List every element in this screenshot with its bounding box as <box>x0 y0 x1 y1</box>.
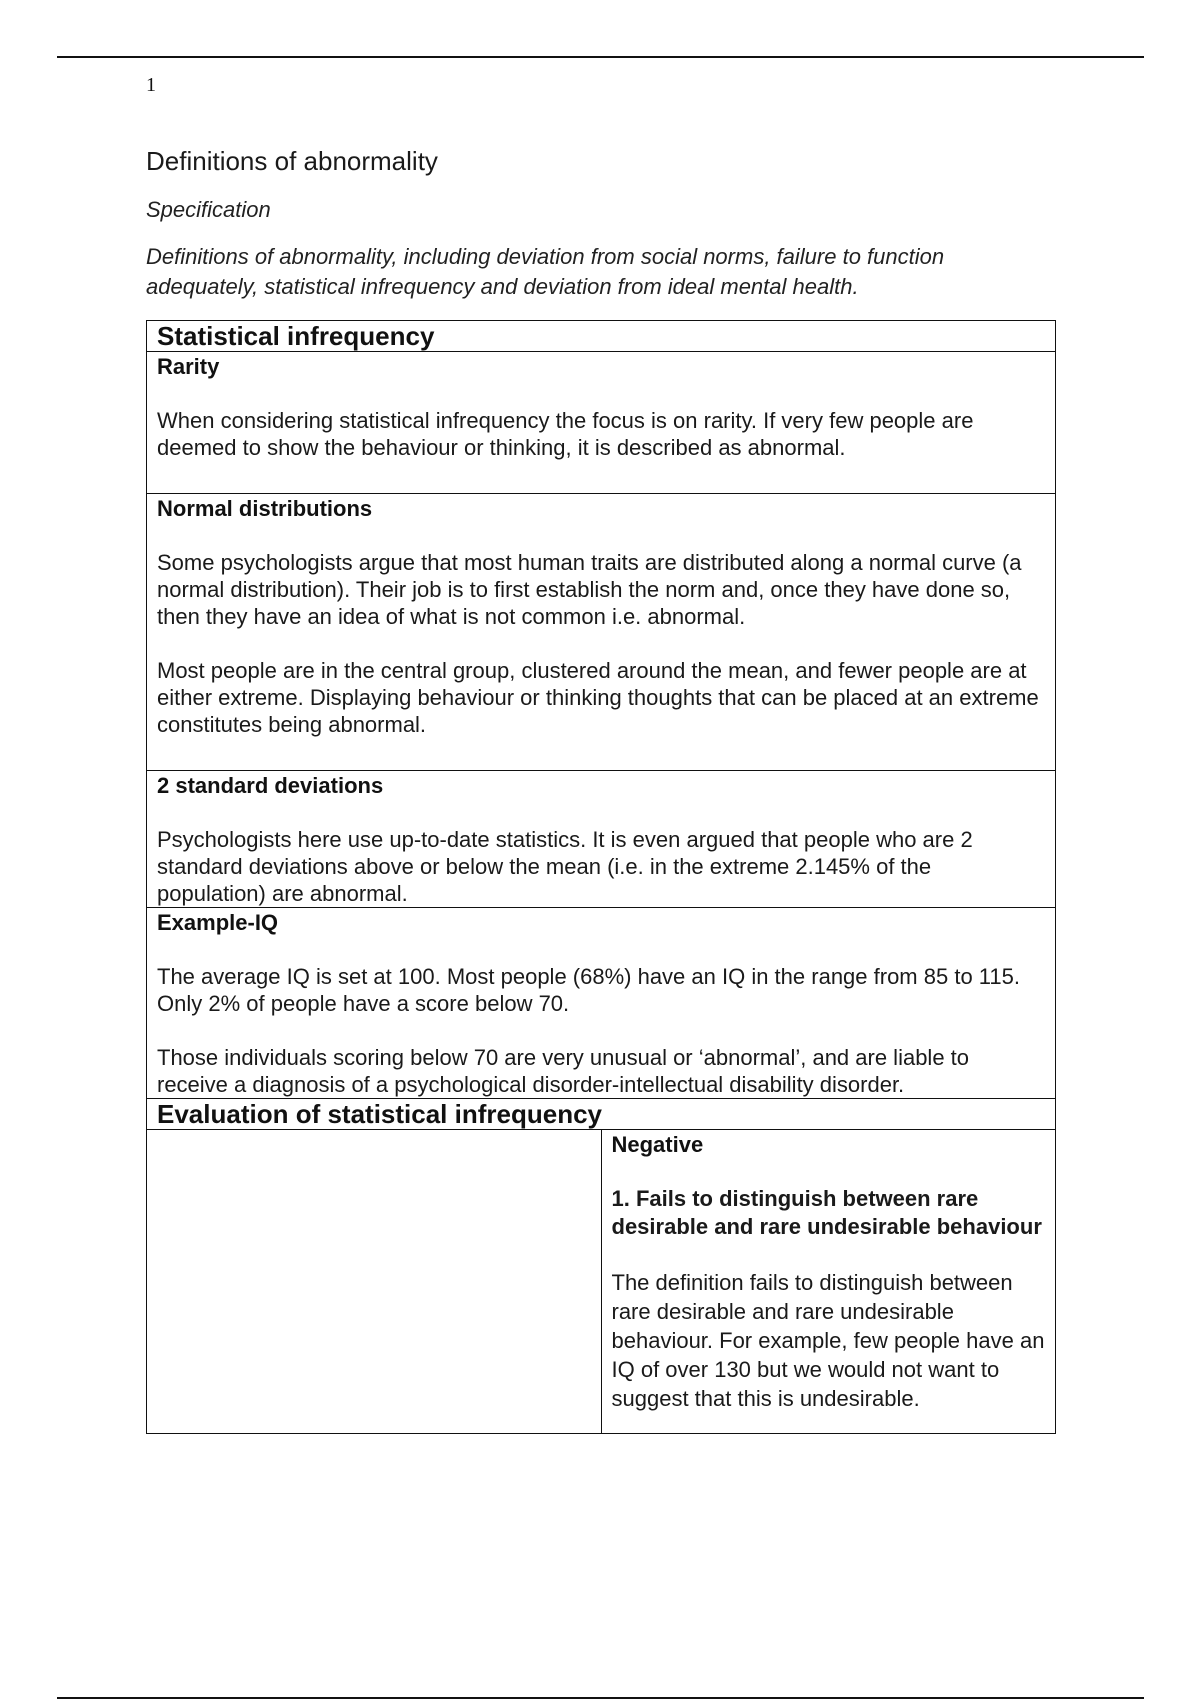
table-row <box>147 771 1056 908</box>
section-heading-cell <box>147 321 1056 352</box>
normal-distributions-body-1: Some psychologists argue that most human traits are distributed along a normal curve (a normal distribution). Their job is to first establish the norm and, once they have done so, then they have an idea of what is not common i.e. abnormal. <box>157 550 1022 629</box>
standard-deviations-heading: 2 standard deviations <box>157 773 384 798</box>
example-iq-body-2: Those individuals scoring below 70 are very unusual or ‘abnormal’, and are liable to receive a diagnosis of a psychological disorder-intellectual disability disorder. <box>157 1045 970 1097</box>
table-row <box>147 352 1056 494</box>
negative-cell <box>601 1130 1056 1434</box>
page-number: 1 <box>146 74 156 96</box>
specification-label: Specification <box>146 197 271 222</box>
content-table <box>146 320 1056 1434</box>
table-row <box>147 1099 1056 1130</box>
negative-label: Negative <box>611 1132 704 1157</box>
rarity-heading: Rarity <box>157 354 220 379</box>
negative-point-body: The definition fails to distinguish between rare desirable and rare undesirable behaviour. For example, few people have an IQ of over 130 but we would not want to suggest that this is undesirable. <box>611 1270 1045 1411</box>
table-row <box>147 1130 1056 1434</box>
positive-cell <box>147 1130 602 1434</box>
evaluation-heading: Evaluation of statistical infrequency <box>157 1099 602 1129</box>
standard-deviations-cell <box>147 771 1056 908</box>
rarity-body: When considering statistical infrequency the focus is on rarity. If very few people are deemed to show the behaviour or thinking, it is described as abnormal. <box>157 408 974 460</box>
footer-rule <box>57 1697 1144 1699</box>
page-title: Definitions of abnormality <box>146 146 438 176</box>
normal-distributions-heading: Normal distributions <box>157 496 373 521</box>
table-row <box>147 321 1056 352</box>
normal-distributions-cell <box>147 494 1056 771</box>
example-iq-heading: Example-IQ <box>157 910 279 935</box>
evaluation-heading-cell <box>147 1099 1056 1130</box>
table-row <box>147 494 1056 771</box>
section-heading: Statistical infrequency <box>157 321 435 351</box>
table-row <box>147 908 1056 1099</box>
specification-text: Definitions of abnormality, including deviation from social norms, failure to function adequately, statistical infrequency and deviation from ideal mental health. <box>146 244 945 299</box>
rarity-cell <box>147 352 1056 494</box>
example-iq-cell <box>147 908 1056 1099</box>
example-iq-body-1: The average IQ is set at 100. Most people (68%) have an IQ in the range from 85 to 115. Only 2% of people have a score below 70. <box>157 964 1020 1016</box>
standard-deviations-body: Psychologists here use up-to-date statistics. It is even argued that people who are 2 standard deviations above or below the mean (i.e. in the extreme 2.145% of the population) are abnormal. <box>157 827 973 906</box>
header-rule <box>57 56 1144 58</box>
normal-distributions-body-2: Most people are in the central group, clustered around the mean, and fewer people are at either extreme. Displaying behaviour or thinking thoughts that can be placed at an extreme constitutes being abnormal. <box>157 658 1039 737</box>
negative-point-heading: 1. Fails to distinguish between rare desirable and rare undesirable behaviour <box>611 1186 1042 1239</box>
